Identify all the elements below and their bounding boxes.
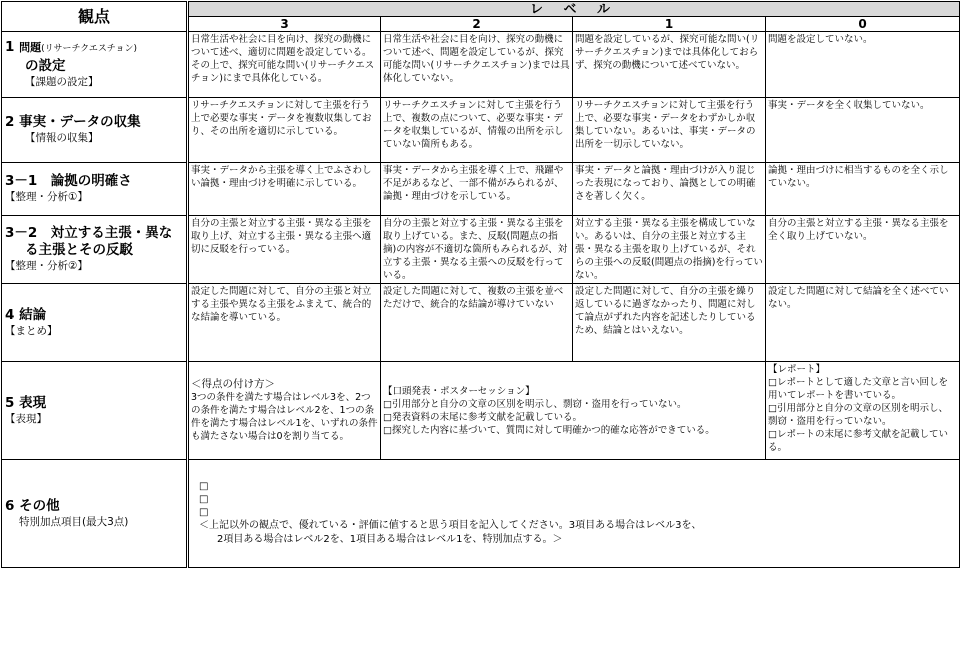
criterion-3-1-level-3: 事実・データから主張を導く上でふさわしい論拠・理由づけを明確に示している。 [188, 163, 381, 216]
table-row [2, 284, 960, 362]
kanten-3-2-sub: 【整理・分析②】 [5, 260, 88, 272]
scoring-method-cell [188, 362, 381, 460]
level-header: レ ベ ル [188, 2, 960, 17]
oral-heading: 【口頭発表・ポスターセッション】 [383, 385, 535, 397]
criterion-3-2-level-3: 自分の主張と対立する主張・異なる主張を取り上げ、対立する主張・異なる主張へ適切に反駁を行っている。 [188, 216, 381, 284]
table-row [2, 460, 960, 568]
criterion-1-level-1: 問題を設定しているが、探究可能な問い(リサーチクエスチョン)までは具体化しておらず、探究の動機について述べていない。 [573, 32, 766, 98]
kanten-cell-4 [2, 284, 188, 362]
report-item: □レポートとして適した文章と言い回しを用いてレポートを書いている。 [768, 377, 948, 401]
other-note-line-1: ＜上記以外の観点で、優れている・評価に値すると思う項目を記入してください。3項目ある場合はレベル3を、 [199, 520, 702, 531]
kanten-4-title: 4 結論 [5, 306, 47, 323]
oral-item: □発表資料の末尾に参考文献を記載している。 [383, 411, 582, 423]
criterion-4-level-0: 設定した問題に対して結論を全く述べていない。 [766, 284, 960, 362]
criterion-1-level-0: 問題を設定していない。 [766, 32, 960, 98]
level-3-header: 3 [188, 17, 381, 32]
checkbox-1[interactable]: □ [199, 481, 209, 492]
kanten-cell-2 [2, 98, 188, 163]
kanten-6-sub: 特別加点項目(最大3点) [19, 515, 129, 528]
criterion-4-level-3: 設定した問題に対して、自分の主張と対立する主張や異なる主張をふまえて、統合的な結論を導いている。 [188, 284, 381, 362]
rubric-table [1, 1, 960, 568]
oral-presentation-cell [381, 362, 766, 460]
checkbox-3[interactable]: □ [199, 507, 209, 518]
level-1-header: 1 [573, 17, 766, 32]
oral-item: □引用部分と自分の文章の区別を明示し、剽窃・盗用を行っていない。 [383, 398, 687, 410]
kanten-3-2-title-b: る主張とその反駁 [25, 242, 133, 258]
kanten-5-sub: 【表現】 [5, 412, 47, 425]
criterion-2-level-2: リサーチクエスチョンに対して主張を行う上で、複数の点について、必要な事実・データを収集しているが、情報の出所を示していない箇所もある。 [381, 98, 573, 163]
level-2-header: 2 [381, 17, 573, 32]
other-note-line-2: 2項目ある場合はレベル2を、1項目ある場合はレベル1を、特別加点する。＞ [217, 534, 563, 545]
kanten-1-sub: 【課題の設定】 [25, 76, 99, 88]
table-row [2, 216, 960, 284]
other-items-cell [188, 460, 960, 568]
report-heading: 【レポート】 [768, 364, 826, 375]
criterion-1-level-2: 日常生活や社会に目を向け、探究の動機について述べ、問題を設定しているが、探究可能な問い(リサーチクエスチョン)までは具体化していない。 [381, 32, 573, 98]
criterion-3-1-level-1: 事実・データと論拠・理由づけが入り混じった表現になっており、論拠としての明確さを著しく欠く。 [573, 163, 766, 216]
kanten-4-sub: 【まとめ】 [5, 324, 58, 337]
criterion-1-level-3: 日常生活や社会に目を向け、探究の動機について述べ、適切に問題を設定している。その上で、探究可能な問い(リサーチクエスチョン)にまで具体化している。 [188, 32, 381, 98]
level-0-header: 0 [766, 17, 960, 32]
criterion-4-level-2: 設定した問題に対して、複数の主張を並べただけで、統合的な結論が導けていない [381, 284, 573, 362]
kanten-cell-6 [2, 460, 188, 568]
criterion-4-level-1: 設定した問題に対して、自分の主張を繰り返しているに過ぎなかったり、問題に対して論点がずれた内容を記述したりしているため、結論とはいえない。 [573, 284, 766, 362]
criterion-3-2-level-0: 自分の主張と対立する主張・異なる主張を全く取り上げていない。 [766, 216, 960, 284]
oral-item: □探究した内容に基づいて、質問に対して明確かつ的確な応答ができている。 [383, 424, 715, 436]
kanten-cell-3-2 [2, 216, 188, 284]
report-cell [766, 362, 960, 460]
report-item: □引用部分と自分の文章の区別を明示し、剽窃・盗用を行っていない。 [768, 403, 948, 427]
scoring-body: 3つの条件を満たす場合はレベル3を、2つの条件を満たす場合はレベル2を、1つの条件を満たす場合はレベル1を、いずれの条件も満たさない場合は0を割り当てる。 [191, 392, 378, 442]
kanten-3-1-title: 3－1 論拠の明確さ [5, 173, 132, 189]
kanten-header: 観点 [2, 2, 188, 32]
scoring-heading: ＜得点の付け方＞ [191, 378, 275, 390]
criterion-2-level-0: 事実・データを全く収集していない。 [766, 98, 960, 163]
kanten-cell-3-1 [2, 163, 188, 216]
criterion-3-2-level-1: 対立する主張・異なる主張を構成していない。あるいは、自分の主張と対立する主張・異なる主張を取り上げているが、それらの主張への反駁(問題点の指摘)を行っていない。 [573, 216, 766, 284]
kanten-3-2-title-a: 3－2 対立する主張・異な [5, 225, 173, 241]
table-row [2, 98, 960, 163]
table-row [2, 32, 960, 98]
kanten-2-sub: 【情報の収集】 [25, 132, 99, 144]
criterion-3-1-level-0: 論拠・理由づけに相当するものを全く示していない。 [766, 163, 960, 216]
kanten-5-title: 5 表現 [5, 394, 47, 411]
criterion-3-2-level-2: 自分の主張と対立する主張・異なる主張を取り上げている。また、反駁(問題点の指摘)の内容が不適切な箇所もみられるが、対立する主張・異なる主張への反駁を行っている。 [381, 216, 573, 284]
kanten-1-title-a: 問題 [19, 41, 42, 54]
kanten-6-title: 6 その他 [5, 497, 60, 514]
table-row [2, 163, 960, 216]
criterion-3-1-level-2: 事実・データから主張を導く上で、飛躍や不足があるなど、一部不備がみられるが、論拠・理由づけを示している。 [381, 163, 573, 216]
criterion-2-level-1: リサーチクエスチョンに対して主張を行う上で、必要な事実・データをわずかしか収集していない。あるいは、事実・データの出所を一切示していない。 [573, 98, 766, 163]
kanten-2-title: 2 事実・データの収集 [5, 114, 141, 130]
report-item: □レポートの末尾に参考文献を記載している。 [768, 429, 948, 453]
kanten-1-num: 1 [5, 39, 15, 55]
kanten-cell-5 [2, 362, 188, 460]
table-row [2, 362, 960, 460]
kanten-cell-1 [2, 32, 188, 98]
kanten-1-title-b: の設定 [25, 58, 66, 74]
kanten-1-title-small: (リサーチクエスチョン) [41, 44, 137, 54]
checkbox-2[interactable]: □ [199, 494, 209, 505]
criterion-2-level-3: リサーチクエスチョンに対して主張を行う上で必要な事実・データを複数収集しており、その出所を適切に示している。 [188, 98, 381, 163]
kanten-3-1-sub: 【整理・分析①】 [5, 191, 88, 203]
